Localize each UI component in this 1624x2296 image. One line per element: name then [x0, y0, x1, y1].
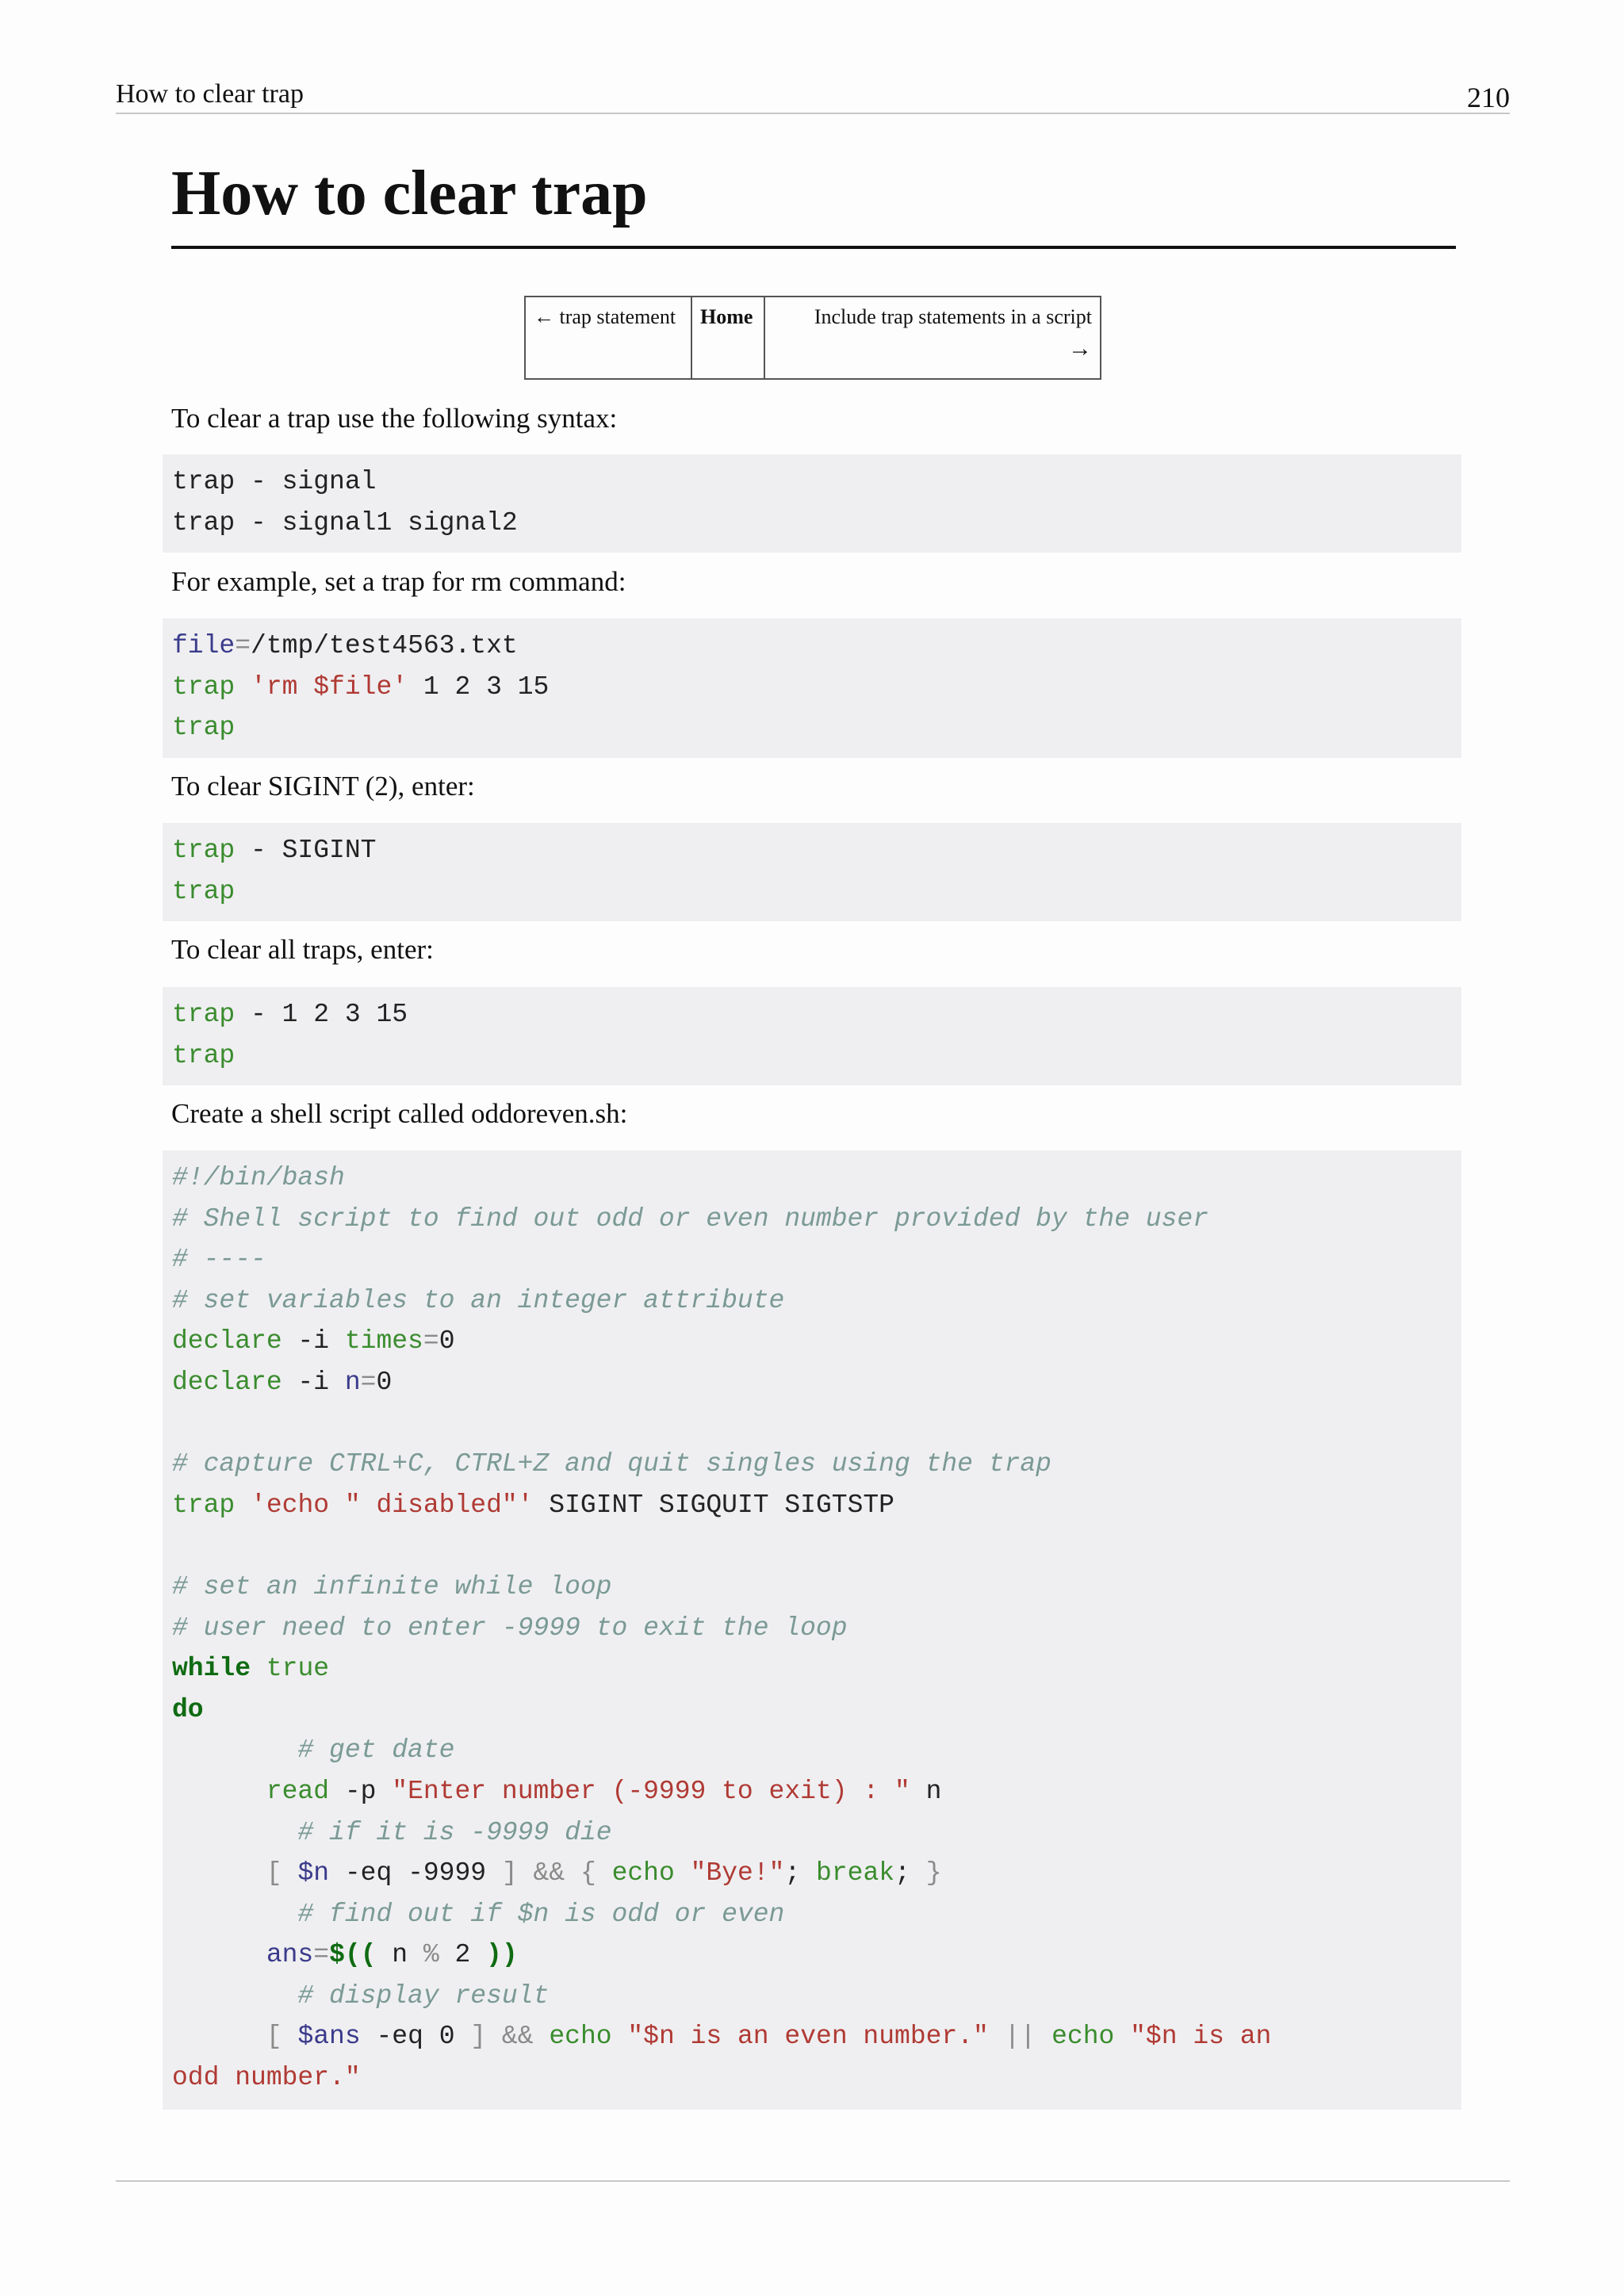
- code-line: [172, 1894, 1452, 1935]
- code-token: trap: [172, 713, 236, 743]
- code-token: [518, 1858, 534, 1888]
- code-token: -eq -9999: [329, 1858, 502, 1888]
- code-token: [: [266, 1858, 282, 1888]
- code-token: $ans: [297, 2022, 361, 2052]
- code-token: echo: [1051, 2022, 1115, 2052]
- code-token: [172, 1735, 297, 1765]
- code-line: [172, 1280, 1452, 1322]
- paragraph-clear-all: To clear all traps, enter:: [171, 934, 434, 965]
- code-token: =: [360, 1367, 377, 1397]
- code-token: trap: [172, 1040, 236, 1070]
- paragraph-clear-sigint: To clear SIGINT (2), enter:: [171, 771, 475, 802]
- code-token: -p: [329, 1776, 393, 1806]
- code-token: [565, 1858, 580, 1888]
- code-line: [172, 2016, 1452, 2057]
- code-token: )): [486, 1940, 518, 1970]
- code-token: [612, 2022, 628, 2051]
- code-token: "$n is an: [1130, 2022, 1272, 2052]
- code-block-clear-sigint: [163, 823, 1461, 921]
- code-block-rm-example: [163, 618, 1461, 758]
- code-token: [172, 2022, 266, 2051]
- code-token: trap: [172, 1490, 236, 1520]
- code-token: echo: [611, 1858, 675, 1888]
- code-token: ]: [470, 2022, 487, 2052]
- code-token: 'rm $file': [251, 672, 408, 702]
- nav-next-link[interactable]: [764, 297, 1101, 379]
- code-token: {: [580, 1858, 596, 1888]
- code-line: [172, 707, 1452, 748]
- code-token: trap: [172, 672, 236, 702]
- code-token: trap: [172, 1000, 236, 1029]
- code-token: [596, 1858, 612, 1888]
- code-token: =: [313, 1940, 330, 1970]
- code-token: # if it is -9999 die: [297, 1817, 612, 1847]
- code-line: [172, 1158, 1452, 1199]
- code-line: [172, 1853, 1452, 1894]
- code-token: while: [172, 1654, 251, 1684]
- code-line: [172, 1199, 1452, 1240]
- code-line: [172, 1567, 1452, 1608]
- nav-prev-link[interactable]: ← trap statement: [525, 297, 691, 379]
- code-token: # user need to enter -9999 to exit the loop: [172, 1613, 848, 1643]
- code-token: "Bye!": [690, 1858, 785, 1888]
- code-token: }: [925, 1858, 942, 1888]
- code-token: # set an infinite while loop: [172, 1571, 612, 1601]
- code-token: [534, 2022, 550, 2051]
- code-line: [172, 1812, 1452, 1854]
- code-line: [172, 503, 1452, 544]
- code-token: 2: [439, 1940, 487, 1970]
- code-token: ]: [501, 1858, 518, 1888]
- code-token: [235, 672, 251, 702]
- code-line: [172, 1485, 1452, 1526]
- code-block-oddoreven-script: [163, 1150, 1461, 2110]
- code-token: 0: [376, 1367, 393, 1397]
- code-line: [172, 1689, 1452, 1731]
- paragraph-create-script: Create a shell script called oddoreven.sh:: [171, 1098, 628, 1129]
- code-token: times: [344, 1326, 423, 1357]
- code-token: [172, 1900, 297, 1929]
- code-token: # capture CTRL+C, CTRL+Z and quit singles using the trap: [172, 1449, 1051, 1479]
- code-token: 1 2 3 15: [408, 672, 550, 702]
- code-token: # Shell script to find out odd or even number provided by the user: [172, 1203, 1209, 1234]
- code-block-syntax: [163, 454, 1461, 553]
- code-token: SIGINT SIGQUIT SIGTSTP: [533, 1490, 894, 1520]
- code-line: [172, 461, 1452, 503]
- code-token: [235, 1490, 251, 1520]
- code-token: [251, 1654, 266, 1683]
- code-token: [172, 1818, 297, 1847]
- code-token: 0: [439, 1326, 455, 1357]
- code-line: [172, 1321, 1452, 1362]
- code-token: # display result: [297, 1980, 550, 2011]
- code-line: [172, 1934, 1452, 1976]
- code-token: &&: [533, 1858, 565, 1888]
- code-line: [172, 1648, 1452, 1689]
- footer-rule: [116, 2180, 1510, 2182]
- code-token: # find out if $n is odd or even: [297, 1899, 785, 1929]
- code-token: "Enter number (-9999 to exit) : ": [392, 1776, 910, 1806]
- code-line: [172, 1444, 1452, 1485]
- code-token: true: [266, 1654, 330, 1684]
- running-header-title: How to clear trap: [116, 79, 304, 109]
- code-line: [172, 667, 1452, 708]
- code-token: 'echo " disabled"': [251, 1490, 534, 1520]
- code-token: =: [235, 631, 251, 660]
- code-token: =: [423, 1326, 439, 1357]
- code-token: declare: [172, 1367, 282, 1397]
- running-header: [116, 78, 1510, 114]
- code-token: #!/bin/bash: [172, 1163, 345, 1192]
- code-token: "$n is an even number.": [627, 2022, 989, 2052]
- code-token: echo: [549, 2022, 612, 2052]
- code-token: # get date: [297, 1735, 455, 1766]
- code-token: -i: [282, 1367, 345, 1397]
- code-token: [282, 2022, 298, 2051]
- code-token: # set variables to an integer attribute: [172, 1285, 785, 1315]
- code-token: trap: [172, 876, 236, 906]
- code-token: [1114, 2022, 1130, 2051]
- navigation-table: [524, 296, 1101, 380]
- code-token: [282, 1858, 298, 1888]
- code-token: trap - signal1 signal2: [172, 507, 518, 538]
- code-token: $n: [297, 1858, 330, 1888]
- code-line: [172, 2057, 1452, 2099]
- code-line: [172, 1608, 1452, 1649]
- code-line: [172, 830, 1452, 871]
- page-number: 210: [1467, 82, 1510, 113]
- code-line: [172, 1525, 1452, 1567]
- paragraph-syntax-intro: To clear a trap use the following syntax:: [171, 403, 618, 434]
- code-token: [172, 1777, 266, 1806]
- code-token: /tmp/test4563.txt: [251, 631, 518, 660]
- code-line: [172, 1362, 1452, 1403]
- code-token: [486, 2022, 502, 2051]
- code-line: [172, 1976, 1452, 2017]
- code-token: [: [266, 2022, 282, 2052]
- code-line: [172, 994, 1452, 1035]
- code-token: -i: [282, 1326, 345, 1357]
- code-block-clear-all: [163, 987, 1461, 1085]
- code-line: [172, 1771, 1452, 1812]
- code-token: declare: [172, 1326, 282, 1357]
- code-token: file: [172, 631, 236, 660]
- code-token: trap: [172, 836, 236, 865]
- code-line: [172, 871, 1452, 913]
- code-line: [172, 1403, 1452, 1445]
- code-line: [172, 1239, 1452, 1280]
- code-token: n: [344, 1367, 361, 1397]
- code-token: &&: [501, 2022, 534, 2052]
- code-token: [989, 2022, 1005, 2051]
- code-token: $((: [329, 1940, 377, 1970]
- code-token: %: [423, 1940, 439, 1970]
- code-token: do: [172, 1694, 204, 1724]
- code-token: ;: [784, 1858, 817, 1888]
- code-token: n: [910, 1776, 942, 1806]
- code-line: [172, 1035, 1452, 1077]
- code-token: [172, 1981, 297, 2011]
- code-token: -eq 0: [360, 2022, 471, 2052]
- code-line: [172, 626, 1452, 667]
- code-token: read: [266, 1776, 330, 1806]
- nav-next-label: Include trap statements in a script: [814, 305, 1092, 328]
- code-token: [675, 1858, 691, 1888]
- code-token: trap - signal: [172, 467, 377, 496]
- code-token: - SIGINT: [235, 836, 377, 865]
- code-token: n: [376, 1940, 423, 1970]
- right-arrow-icon: →: [1068, 335, 1092, 362]
- page-title: How to clear trap: [171, 159, 1456, 249]
- code-line: [172, 1730, 1452, 1771]
- code-token: [172, 1940, 266, 1969]
- code-token: [172, 1858, 266, 1888]
- code-token: ||: [1004, 2022, 1036, 2052]
- code-token: - 1 2 3 15: [235, 1000, 408, 1029]
- code-token: [1036, 2022, 1051, 2051]
- code-token: # ----: [172, 1245, 266, 1275]
- code-token: ans: [266, 1940, 314, 1970]
- nav-home-link[interactable]: Home: [691, 297, 764, 379]
- code-token: odd number.": [172, 2063, 361, 2093]
- paragraph-rm-example: For example, set a trap for rm command:: [171, 566, 626, 597]
- code-token: break: [816, 1858, 895, 1888]
- code-token: ;: [894, 1858, 926, 1888]
